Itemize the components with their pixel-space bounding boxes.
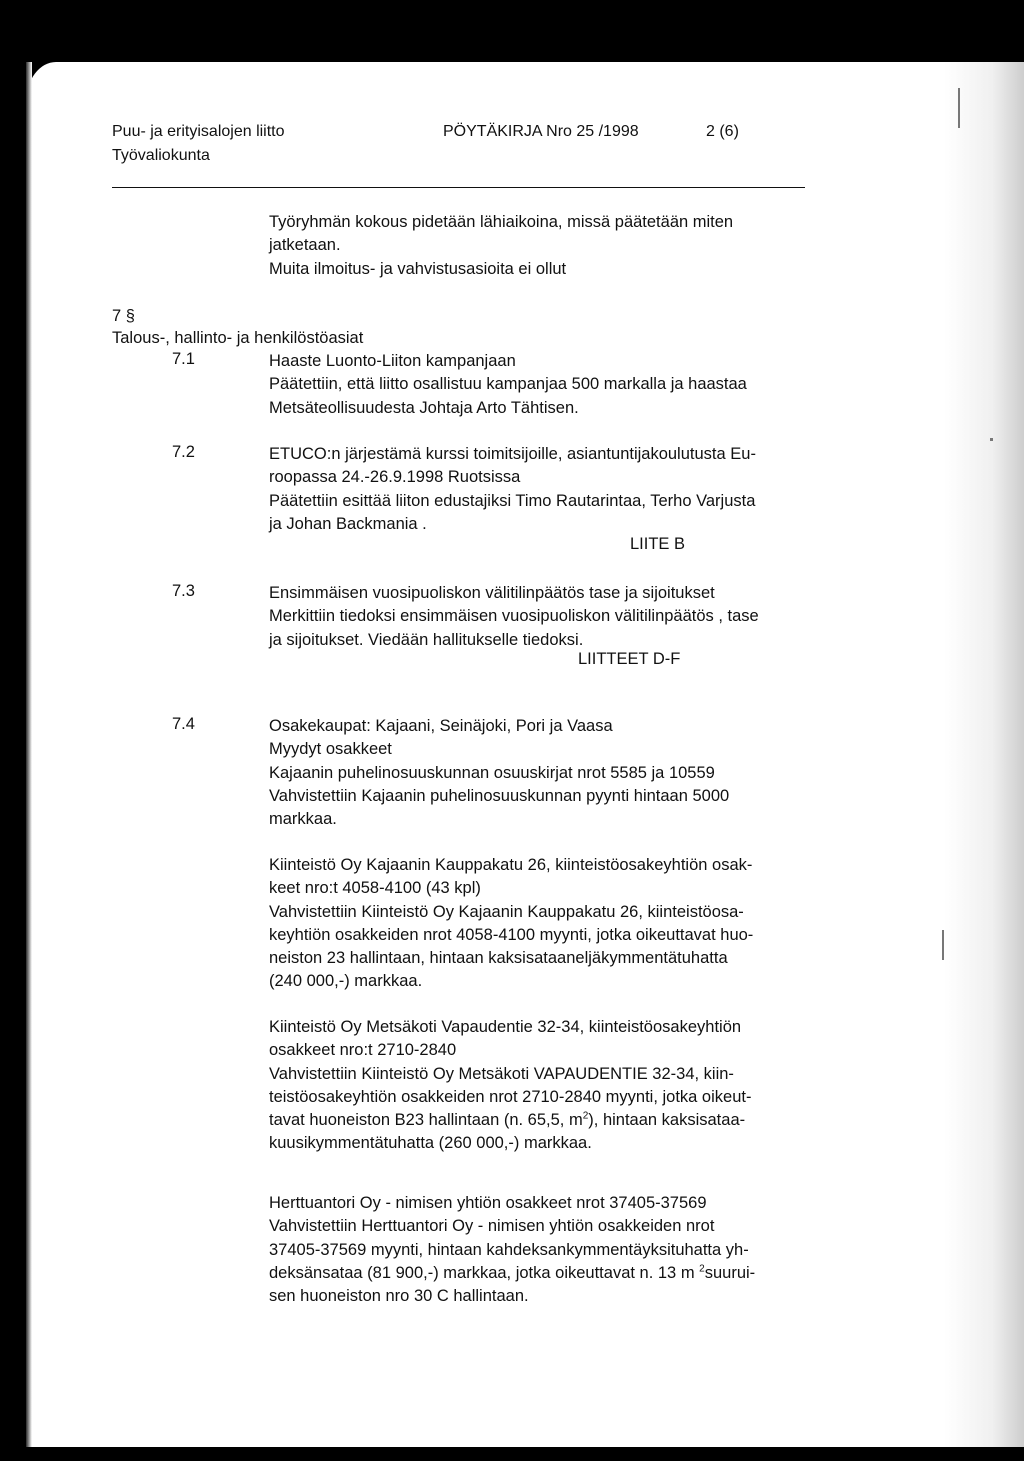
paragraph-line [269, 1262, 755, 1285]
item-body [269, 350, 747, 420]
item-line: Metsäteollisuudesta Johtaja Arto Tähtisen. [269, 398, 579, 417]
paragraph-line: osakkeet nro:t 2710-2840 [269, 1041, 457, 1060]
superscript: 2 [582, 1110, 589, 1122]
paragraph-line: Kiinteistö Oy Metsäkoti Vapaudentie 32-34, kiinteistöosakeyhtiön [269, 1018, 742, 1036]
item-number: 7.3 [172, 582, 195, 600]
share-sale-paragraph [269, 1016, 751, 1156]
paragraph-line: Herttuantori Oy - nimisen yhtiön osakkeet nrot 37405-37569 [269, 1194, 707, 1212]
line-part: deksänsataa (81 900,-) markkaa, jotka oikeuttavat n. 13 m [269, 1263, 700, 1282]
paragraph-line: kuusikymmentätuhatta (260 000,-) markkaa. [269, 1134, 592, 1153]
item-body [269, 715, 729, 831]
header-page-number: 2 (6) [706, 123, 739, 140]
section-number: 7 § [112, 307, 135, 325]
item-number: 7.1 [172, 350, 195, 368]
item-line: Kajaanin puhelinosuuskunnan osuuskirjat nrot 5585 ja 10559 [269, 763, 715, 782]
item-line: ja Johan Backmania . [269, 514, 427, 533]
page-edge-shadow [944, 62, 1024, 1447]
scan-speck [958, 88, 960, 128]
section-title: Talous-, hallinto- ja henkilöstöasiat [112, 329, 364, 347]
line-part: suurui- [704, 1263, 756, 1282]
paragraph-line: neiston 23 hallintaan, hintaan kaksisataaneljäkymmentätuhatta [269, 949, 728, 968]
item-number: 7.4 [172, 715, 195, 733]
item-line: Haaste Luonto-Liiton kampanjaan [269, 352, 516, 370]
paragraph-line: Vahvistettiin Kiinteistö Oy Kajaanin Kauppakatu 26, kiinteistöosa- [269, 902, 744, 921]
line-part: ), hintaan kaksisataa- [588, 1111, 746, 1130]
share-sale-paragraph [269, 1192, 755, 1308]
page-binding-shadow [26, 62, 32, 1447]
paragraph-line: (240 000,-) markkaa. [269, 972, 423, 991]
intro-line: Työryhmän kokous pidetään lähiaikoina, missä päätetään miten [269, 213, 734, 231]
intro-paragraph [269, 211, 733, 281]
attachment-label: LIITTEET D-F [578, 650, 681, 668]
item-line: ja sijoitukset. Viedään hallitukselle tiedoksi. [269, 630, 584, 649]
header-organization: Puu- ja erityisalojen liitto [112, 123, 285, 140]
paragraph-line [269, 1109, 751, 1132]
item-line: Osakekaupat: Kajaani, Seinäjoki, Pori ja Vaasa [269, 717, 613, 735]
header-divider [112, 187, 805, 188]
item-line: Päätettiin, että liitto osallistuu kampanjaa 500 markalla ja haastaa [269, 375, 747, 394]
item-number: 7.2 [172, 443, 195, 461]
share-sale-paragraph [269, 854, 753, 994]
item-line: Myydyt osakkeet [269, 740, 392, 759]
superscript: 2 [699, 1263, 705, 1275]
item-body [269, 582, 759, 652]
paragraph-line: teistöosakeyhtiön osakkeiden nrot 2710-2840 myynti, jotka oikeut- [269, 1087, 752, 1106]
item-line: Päätettiin esittää liiton edustajiksi Timo Rautarintaa, Terho Varjusta [269, 491, 756, 510]
item-line: Vahvistettiin Kajaanin puhelinosuuskunnan pyynti hintaan 5000 [269, 786, 730, 805]
attachment-label: LIITE B [630, 535, 686, 553]
item-line: roopassa 24.-26.9.1998 Ruotsissa [269, 468, 521, 487]
paragraph-line: keyhtiön osakkeiden nrot 4058-4100 myynti, jotka oikeuttavat huo- [269, 925, 754, 944]
scan-speck [990, 438, 993, 441]
intro-line: Muita ilmoitus- ja vahvistusasioita ei ollut [269, 259, 567, 278]
scan-speck [942, 930, 944, 960]
item-body [269, 443, 756, 536]
paragraph-line: Vahvistettiin Kiinteistö Oy Metsäkoti VAPAUDENTIE 32-34, kiin- [269, 1064, 734, 1083]
paragraph-line: sen huoneiston nro 30 C hallintaan. [269, 1287, 529, 1306]
item-line: markkaa. [269, 810, 337, 829]
paragraph-line: Vahvistettiin Herttuantori Oy - nimisen yhtiön osakkeiden nrot [269, 1217, 715, 1236]
item-line: ETUCO:n järjestämä kurssi toimitsijoille, asiantuntijakoulutusta Eu- [269, 445, 756, 463]
line-part: tavat huoneiston B23 hallintaan (n. 65,5, m [269, 1111, 583, 1130]
paragraph-line: keet nro:t 4058-4100 (43 kpl) [269, 879, 481, 898]
intro-line: jatketaan. [269, 236, 341, 255]
paragraph-line: Kiinteistö Oy Kajaanin Kauppakatu 26, kiinteistöosakeyhtiön osak- [269, 856, 753, 874]
paragraph-line: 37405-37569 myynti, hintaan kahdeksankymmentäyksituhatta yh- [269, 1240, 749, 1259]
header-department: Työvaliokunta [112, 147, 210, 164]
header-document-number: PÖYTÄKIRJA Nro 25 /1998 [443, 123, 639, 140]
item-line: Ensimmäisen vuosipuoliskon välitilinpäätös tase ja sijoitukset [269, 584, 715, 602]
item-line: Merkittiin tiedoksi ensimmäisen vuosipuoliskon välitilinpäätös , tase [269, 607, 759, 626]
